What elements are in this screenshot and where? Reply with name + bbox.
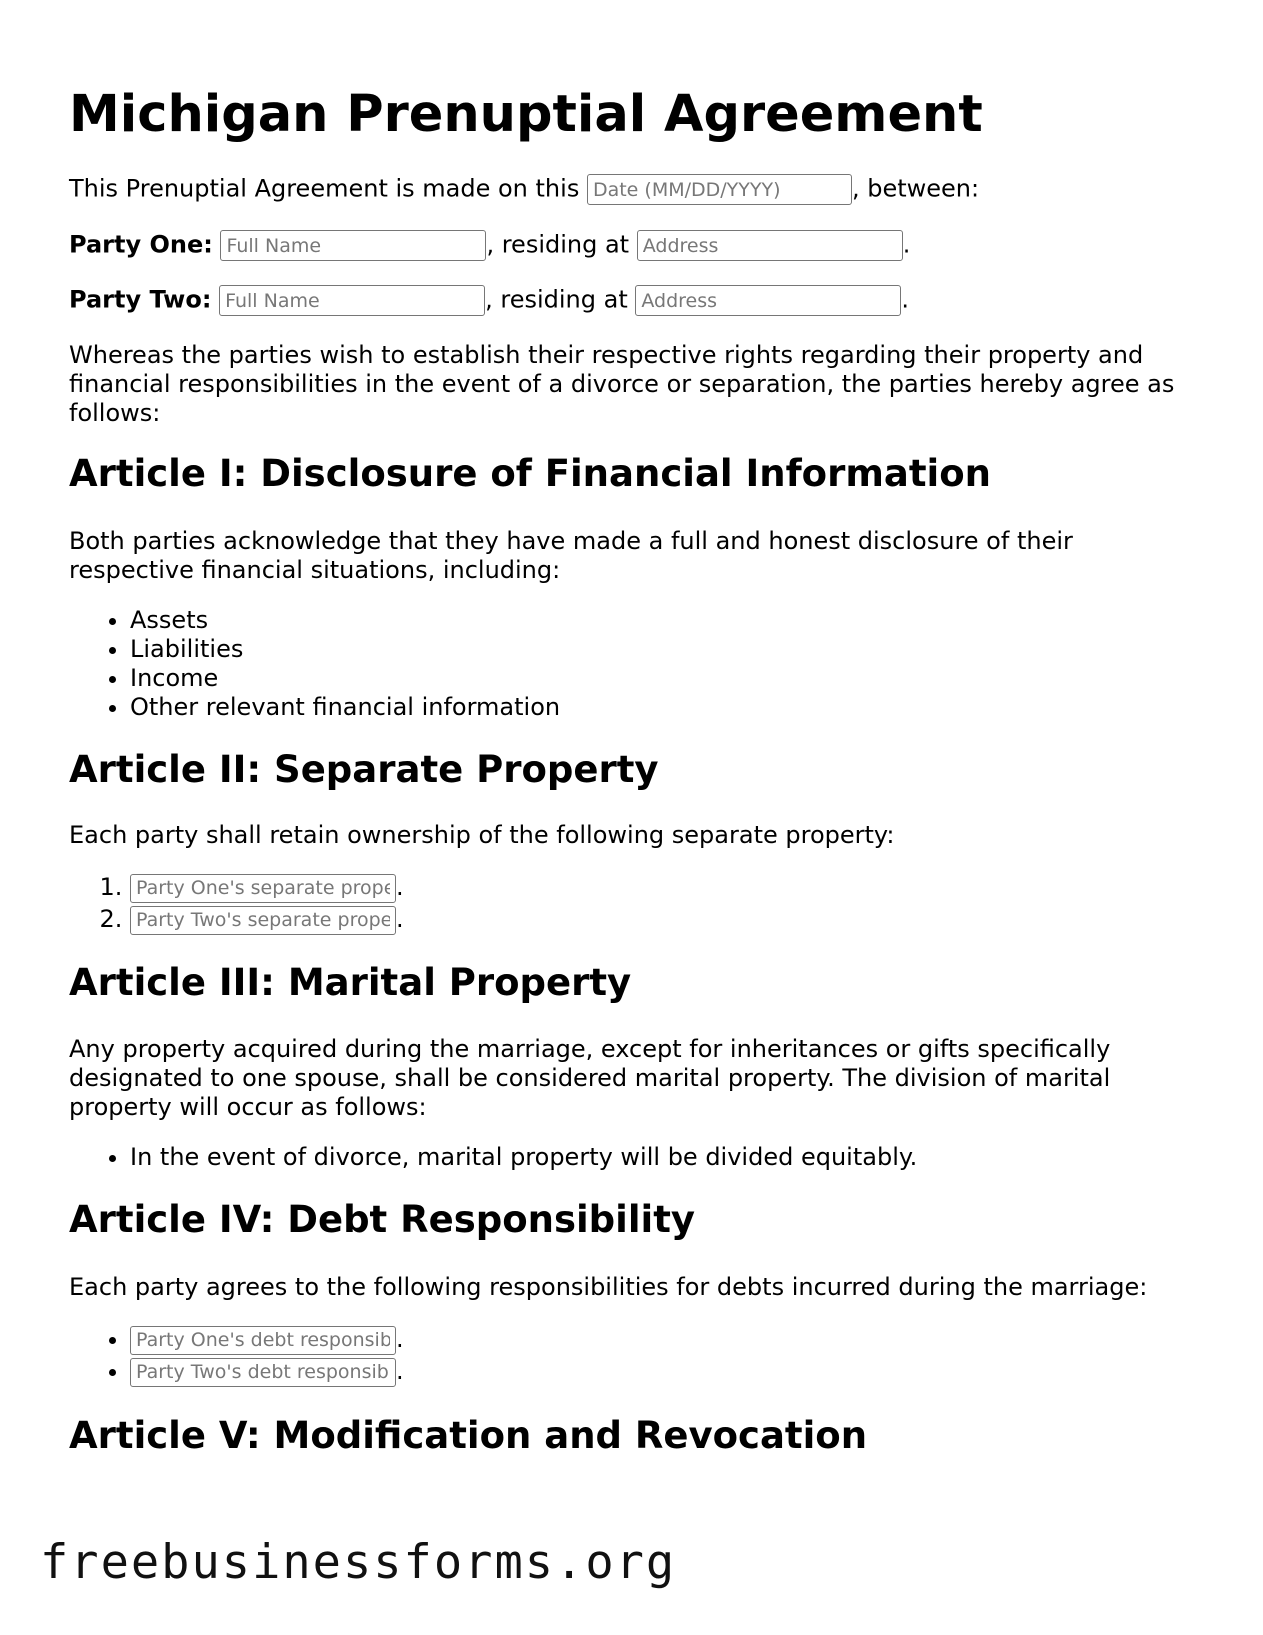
list-item: • Liabilities <box>130 635 560 664</box>
intro-suffix: , between: <box>851 174 980 203</box>
list-item: Party One's debt responsibilities • . <box>130 1323 404 1355</box>
party-two-name-input[interactable] <box>219 285 485 316</box>
watermark: freebusinessforms.org <box>40 1535 677 1590</box>
party-one-address-input[interactable] <box>637 230 903 261</box>
party-two-address-input[interactable] <box>635 285 901 316</box>
article-3-list <box>69 1143 917 1172</box>
party-two-residing-text: , residing at <box>485 285 636 314</box>
list-item: • Other relevant financial information <box>130 693 560 722</box>
party-two-end: . <box>901 285 909 314</box>
party-one-name-input[interactable] <box>220 230 486 261</box>
list-item: • In the event of divorce, marital property will be divided equitably. <box>130 1143 917 1172</box>
article-4-heading: Article IV: Debt Responsibility <box>69 1198 696 1241</box>
list-item: Party One's separate property 1. . <box>130 871 404 903</box>
article-3-heading: Article III: Marital Property <box>69 961 632 1004</box>
party-two-debt-input[interactable] <box>130 1358 396 1387</box>
intro-line <box>69 174 979 205</box>
article-2-list <box>69 871 404 935</box>
party-one-residing-text: , residing at <box>486 230 637 259</box>
party-two-separate-property-input[interactable] <box>130 906 396 935</box>
article-5-heading: Article V: Modification and Revocation <box>69 1414 868 1457</box>
list-item: • Income <box>130 664 560 693</box>
party-one-debt-input[interactable] <box>130 1326 396 1355</box>
article-4-text: Each party agrees to the following responsibilities for debts incurred during the marriage: <box>69 1273 1148 1301</box>
article-1-heading: Article I: Disclosure of Financial Information <box>69 452 992 495</box>
party-two-label: Party Two: <box>69 285 212 314</box>
article-1-text: Both parties acknowledge that they have made a full and honest disclosure of their respective financial situations, including: <box>69 527 1073 584</box>
party-two-line <box>69 285 909 316</box>
list-item: Party Two's separate property 2. . <box>130 903 404 935</box>
party-one-end: . <box>902 230 911 259</box>
article-4-list <box>69 1323 404 1387</box>
party-one-label: Party One: <box>69 230 213 259</box>
page-title: Michigan Prenuptial Agreement <box>69 85 983 144</box>
list-item: Party Two's debt responsibilities • . <box>130 1355 404 1387</box>
article-2-heading: Article II: Separate Property <box>69 748 659 791</box>
party-one-separate-property-input[interactable] <box>130 874 396 903</box>
date-input[interactable] <box>587 174 852 205</box>
article-1-list <box>69 606 560 722</box>
article-3-text: Any property acquired during the marriage, except for inheritances or gifts specifically designated to one spouse, shall be considered marital property. The division of marital property will occur as follows: <box>69 1035 1111 1121</box>
article-2-text: Each party shall retain ownership of the following separate property: <box>69 821 895 849</box>
whereas-paragraph: Whereas the parties wish to establish their respective rights regarding their property and financial responsibilities in the event of a divorce or separation, the parties hereby agree as follows: <box>69 341 1175 427</box>
intro-prefix: This Prenuptial Agreement is made on this <box>69 174 587 203</box>
party-one-line <box>69 230 910 261</box>
list-item: • Assets <box>130 606 560 635</box>
